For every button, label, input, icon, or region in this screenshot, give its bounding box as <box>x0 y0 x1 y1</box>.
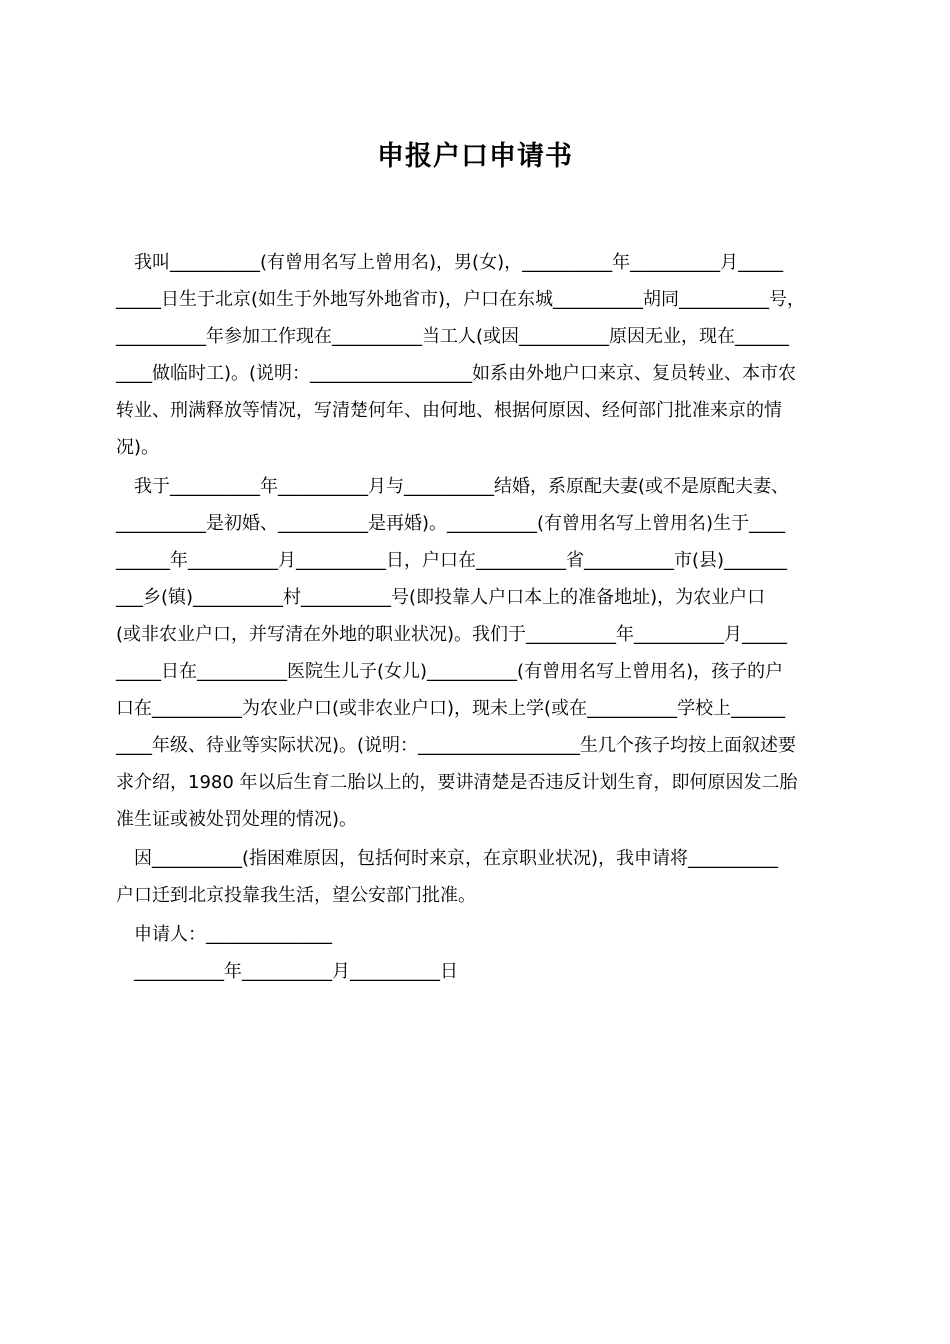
date-line: __________年__________月__________日 <box>116 961 458 982</box>
body-line-8: __________是初婚、__________是再婚)。__________(有曾用名写上曾用名)生于____ <box>116 513 786 534</box>
body-line-11: (或非农业户口，并写清在外地的职业状况)。我们于__________年__________月_____ <box>116 624 788 645</box>
document-title: 申报户口申请书 <box>377 141 573 172</box>
body-line-17: 因__________(指困难原因，包括何时来京，在京职业状况)，我申请将__________ <box>116 848 779 869</box>
body-line-10: ___乡(镇)__________村__________号(即投靠人户口本上的准备地址)，为农业户口 <box>116 587 766 608</box>
body-line-4: ____做临时工)。(说明：__________________如系由外地户口来京、复员转业、本市农 <box>116 363 797 384</box>
body-line-5: 转业、刑满释放等情况，写清楚何年、由何地、根据何原因、经何部门批准来京的情 <box>116 400 782 421</box>
body-line-9: ______年__________月__________日，户口在__________省__________市(县)_______ <box>116 550 788 571</box>
body-line-3: __________年参加工作现在__________当工人(或因__________原因无业，现在______ <box>116 326 790 347</box>
body-line-1: 我叫__________(有曾用名写上曾用名)，男(女)，__________年__________月_____ <box>116 252 784 273</box>
body-line-13: 口在__________为农业户口(或非农业户口)，现未上学(或在__________学校上______ <box>116 698 786 719</box>
body-line-12: _____日在__________医院生儿子(女儿)__________(有曾用名写上曾用名)，孩子的户 <box>116 661 784 682</box>
body-line-14: ____年级、待业等实际状况)。(说明：__________________生几个孩子均按上面叙述要 <box>116 735 797 756</box>
applicant-signature-line: 申请人：______________ <box>116 924 332 945</box>
body-line-6: 况)。 <box>116 437 160 458</box>
body-line-18: 户口迁到北京投靠我生活，望公安部门批准。 <box>116 885 476 906</box>
body-line-16: 准生证或被处罚处理的情况)。 <box>116 809 358 830</box>
body-line-15: 求介绍，1980 年以后生育二胎以上的，要讲清楚是否违反计划生育，即何原因发二胎 <box>116 772 798 793</box>
body-line-7: 我于__________年__________月与__________结婚，系原配夫妻(或不是原配夫妻、 <box>116 476 790 497</box>
body-line-2: _____日生于北京(如生于外地写外地省市)，户口在东城__________胡同__________号， <box>116 289 806 310</box>
